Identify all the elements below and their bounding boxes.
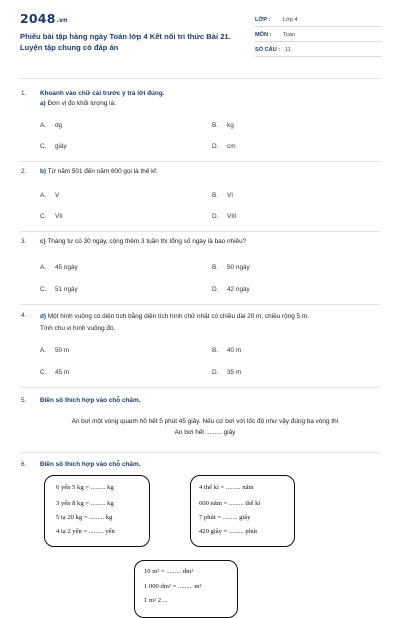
q6-number: 6. xyxy=(21,461,27,468)
q4-sub-text: Một hình vuông có diện tích bằng diện tích hình chữ nhật có chiều dài 20 m, chiều rộng 5 m. xyxy=(46,313,309,320)
q6-box1-item[interactable]: 4 tạ 2 yến = ......... yến xyxy=(56,528,115,535)
title-line-1: Phiếu bài tập hàng ngày Toán lớp 4 Kết nối tri thức Bài 21. xyxy=(20,32,231,41)
q6-box2-item[interactable]: 600 năm = ......... thế kỉ xyxy=(199,500,261,507)
q1-option-b-letter: B. xyxy=(212,122,219,129)
q5-title: Điền số thích hợp vào chỗ chấm. xyxy=(40,397,141,404)
q3-option-b[interactable]: 50 ngày xyxy=(227,264,250,271)
q2-option-d-letter: D. xyxy=(212,213,219,220)
q3-option-a[interactable]: 45 ngày xyxy=(55,264,78,271)
q6-box3-item[interactable]: 1 m² 2 ... xyxy=(144,597,168,604)
q1-option-d-letter: D. xyxy=(212,143,219,150)
q2-option-c[interactable]: VII xyxy=(55,213,63,220)
meta-count-label: SỐ CÂU : xyxy=(255,47,281,53)
q2-option-c-letter: C. xyxy=(40,213,47,220)
q2-option-b[interactable]: VI xyxy=(227,192,234,199)
divider xyxy=(20,452,380,453)
meta-grade xyxy=(255,13,381,27)
q2-option-d[interactable]: VIII xyxy=(227,213,237,220)
q6-box2-item[interactable]: 7 phút = ......... giây xyxy=(199,514,251,521)
q4-sub-text-2: Tính chu vi hình vuông đó. xyxy=(40,325,116,332)
logo-main: 2048 xyxy=(20,11,56,26)
q4-line-1 xyxy=(40,312,382,322)
q4-option-b-letter: B. xyxy=(212,347,219,354)
q1-sub-text: Đơn vị đo khối lượng là: xyxy=(45,100,116,107)
meta-subject xyxy=(255,28,381,42)
logo-suffix: .vn xyxy=(56,17,68,24)
q2-subquestion xyxy=(40,168,158,175)
divider xyxy=(20,161,380,162)
q6-box-time xyxy=(190,475,295,547)
q4-option-c[interactable]: 45 m xyxy=(55,369,70,376)
q6-box-area xyxy=(134,560,238,618)
q4-option-a-letter: A. xyxy=(40,347,47,354)
q3-sub-text: Tháng tư có 30 ngày, cộng thêm 3 tuần thì tổng số ngày là bao nhiêu? xyxy=(45,238,247,245)
q1-option-c[interactable]: giây xyxy=(55,143,67,150)
q6-box1-item[interactable]: 3 yến 8 kg = ......... kg xyxy=(56,500,114,507)
meta-grade-label: LỚP : xyxy=(255,17,271,23)
q6-box2-item[interactable]: 4 thế kỉ = ......... năm xyxy=(199,484,254,491)
q3-number: 3. xyxy=(21,238,27,245)
q3-option-c-letter: C. xyxy=(40,286,47,293)
q3-option-d-letter: D. xyxy=(212,286,219,293)
q4-option-d[interactable]: 35 m xyxy=(227,369,242,376)
meta-subject-label: MÔN : xyxy=(255,32,272,38)
meta-subject-value: Toán xyxy=(283,32,296,38)
q6-box-mass xyxy=(44,475,150,547)
q5-problem xyxy=(30,416,380,438)
meta-count xyxy=(255,43,381,57)
q2-option-b-letter: B. xyxy=(212,192,219,199)
q2-sub-text: Từ năm 501 đến năm 600 gọi là thế kỉ: xyxy=(46,168,158,175)
q3-option-a-letter: A. xyxy=(40,264,47,271)
q1-option-d[interactable]: cm xyxy=(227,143,236,150)
q4-number: 4. xyxy=(21,312,27,319)
q2-number: 2. xyxy=(21,168,27,175)
q1-subquestion xyxy=(40,100,116,107)
meta-grade-value: Lớp 4 xyxy=(283,17,298,23)
q3-sub-label: c) xyxy=(40,238,46,245)
q4-sub-label: d) xyxy=(40,313,47,320)
q2-option-a-letter: A. xyxy=(40,192,47,199)
q3-option-b-letter: B. xyxy=(212,264,219,271)
divider xyxy=(20,387,380,388)
q2-sub-label: b) xyxy=(40,168,47,175)
worksheet-title xyxy=(20,31,242,53)
q5-line-2[interactable]: An bơi hết ......... giây xyxy=(174,429,236,436)
q1-sub-label: a) xyxy=(40,100,46,107)
q3-subquestion xyxy=(40,238,246,245)
q6-box3-item[interactable]: 1 000 dm² = ......... m² xyxy=(144,583,202,590)
q1-option-b[interactable]: kg xyxy=(227,122,234,129)
q6-box3-item[interactable]: 10 m² = ......... dm² xyxy=(144,568,194,575)
site-logo[interactable] xyxy=(20,11,68,26)
q5-line-1: An bơi một vòng quanh hồ hết 5 phút 45 giây. Nếu cứ bơi với tốc độ như vậy đúng ba vòng thì xyxy=(71,418,339,425)
divider xyxy=(20,304,380,305)
title-line-2: Luyện tập chung có đáp án xyxy=(20,43,119,52)
q4-option-b[interactable]: 40 m xyxy=(227,347,242,354)
q6-box2-item[interactable]: 420 giây = ......... phút xyxy=(199,528,258,535)
q5-number: 5. xyxy=(21,397,27,404)
q6-box1-item[interactable]: 5 tạ 20 kg = ......... kg xyxy=(56,514,113,521)
q1-number: 1. xyxy=(21,90,27,97)
divider xyxy=(20,78,380,79)
q1-option-c-letter: C. xyxy=(40,143,47,150)
q3-option-d[interactable]: 42 ngày xyxy=(227,286,250,293)
q4-option-c-letter: C. xyxy=(40,369,47,376)
q6-title: Điền số thích hợp vào chỗ chấm. xyxy=(40,461,141,468)
q1-option-a-letter: A. xyxy=(40,122,47,129)
divider xyxy=(20,231,380,232)
q1-option-a[interactable]: dg xyxy=(55,122,63,129)
q4-option-a[interactable]: 50 m xyxy=(55,347,70,354)
meta-count-value: 11 xyxy=(285,47,291,53)
q2-option-a[interactable]: V xyxy=(55,192,60,199)
q3-option-c[interactable]: 51 ngày xyxy=(55,286,78,293)
q4-subquestion xyxy=(40,312,382,334)
q6-box1-item[interactable]: 6 yến 5 kg = ......... kg xyxy=(56,484,114,491)
q4-option-d-letter: D. xyxy=(212,369,219,376)
q1-title: Khoanh vào chữ cái trước ý trả lời đúng. xyxy=(40,90,165,97)
